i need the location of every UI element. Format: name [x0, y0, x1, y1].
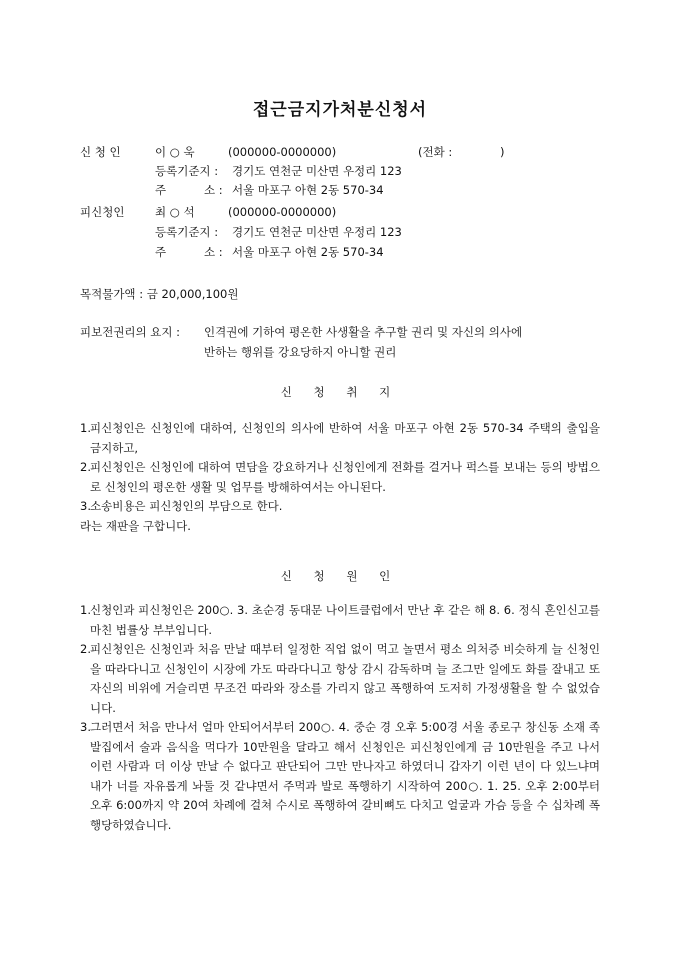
applicant-addr-label-a: 주	[155, 183, 167, 197]
object-value-line: 목적물가액 : 금 20,000,100원	[80, 287, 239, 301]
cause-item-3-text: 그러면서 처음 만나서 얼마 안되어서부터 200○. 4. 중순 경 오후 5:00경 서울 종로구 창신동 소재 족발집에서 술과 음식을 먹다가 10만원을 달라고 해서 신청인은 피신청인에게 금 10만원을 주고 나서 이런 사람과 더 이상 만날 수 없다고 판단되어 그만 만나자고 하였더니 갑자기 이런 년이 다 있느냐며 내가 너를 자유롭게 놔둘 것 같냐면서 주먹과 발로 폭행하기 시작하여 200○. 1. 25. 오후 2:00부터 오후 6:00까지 약 20여 차례에 걸쳐 수시로 폭행하여 갈비뼈도 다치고 얼굴과 가슴 등을 수 십차례 폭행당하였습니다.	[90, 720, 600, 832]
purpose-heading: 신 청 취 지	[280, 385, 400, 399]
cause-heading: 신 청 원 인	[280, 569, 400, 583]
respondent-addr-label-b: 소 :	[204, 245, 223, 259]
respondent-name: 최 ○ 석	[155, 205, 195, 219]
protected-right-line1: 인격권에 기하여 평온한 사생활을 추구할 권리 및 자신의 의사에	[204, 325, 523, 339]
cause-item-1	[80, 601, 600, 640]
purpose-item-2-num: 2.	[80, 460, 91, 474]
protected-right-label: 피보전권리의 요지 :	[80, 325, 181, 339]
applicant-reg-value: 경기도 연천군 미산면 우정리 123	[232, 164, 402, 178]
respondent-id: (000000-0000000)	[228, 205, 337, 219]
applicant-role: 신 청 인	[80, 145, 121, 159]
respondent-reg-label: 등록기준지 :	[155, 225, 219, 239]
applicant-phone-label: (전화 :	[418, 145, 453, 159]
respondent-reg-value: 경기도 연천군 미산면 우정리 123	[232, 225, 402, 239]
applicant-addr-label-b: 소 :	[204, 183, 223, 197]
purpose-closing: 라는 재판을 구합니다.	[80, 518, 191, 533]
applicant-reg-label: 등록기준지 :	[155, 164, 219, 178]
respondent-addr-label-a: 주	[155, 245, 167, 259]
respondent-addr-value: 서울 마포구 아현 2동 570-34	[232, 245, 384, 259]
purpose-list	[80, 419, 600, 536]
protected-right-line2: 반하는 행위를 강요당하지 아니할 권리	[204, 345, 397, 359]
purpose-item-3-num: 3.	[80, 499, 91, 513]
purpose-item-1-num: 1.	[80, 421, 91, 435]
cause-list	[80, 601, 600, 835]
document-title: 접근금지가처분신청서	[252, 100, 428, 120]
cause-item-2	[80, 640, 600, 718]
cause-item-3-num: 3.	[80, 720, 91, 734]
applicant-id: (000000-0000000)	[228, 145, 337, 159]
purpose-item-2	[80, 458, 600, 497]
purpose-item-2-text: 피신청인은 신청인에 대하여 면담을 강요하거나 신청인에게 전화를 걸거나 퍽스를 보내는 등의 방법으로 신청인의 평온한 생활 및 업무를 방해하여서는 아니된다.	[90, 460, 600, 494]
applicant-phone-close: )	[500, 145, 505, 159]
cause-item-2-text: 피신청인은 신청인과 처음 만날 때부터 일정한 직업 없이 먹고 놀면서 평소 의처증 비슷하게 늘 신청인을 따라다니고 신청인이 시장에 가도 따라다니고 항상 감시 감독하며 늘 조그만 일에도 화를 잘내고 또 자신의 비위에 거슬리면 무조건 따라와 장소를 가리지 않고 폭행하여 도저히 가정생활을 할 수 없었습니다.	[90, 642, 600, 715]
purpose-item-3	[80, 497, 600, 517]
respondent-role: 피신청인	[80, 205, 125, 219]
purpose-item-3-text: 소송비용은 피신청인의 부담으로 한다.	[90, 499, 283, 513]
cause-item-2-num: 2.	[80, 642, 91, 656]
applicant-name: 이 ○ 욱	[155, 145, 195, 159]
cause-item-1-num: 1.	[80, 603, 91, 617]
cause-item-1-text: 신청인과 피신청인은 200○. 3. 초순경 동대문 나이트클럽에서 만난 후 같은 해 8. 6. 정식 혼인신고를 마친 법률상 부부입니다.	[90, 603, 600, 637]
purpose-item-1-text: 피신청인은 신청인에 대하여, 신청인의 의사에 반하여 서울 마포구 아현 2동 570-34 주택의 출입을 금지하고,	[90, 421, 600, 455]
applicant-addr-value: 서울 마포구 아현 2동 570-34	[232, 183, 384, 197]
purpose-item-1	[80, 419, 600, 458]
cause-item-3	[80, 718, 600, 835]
